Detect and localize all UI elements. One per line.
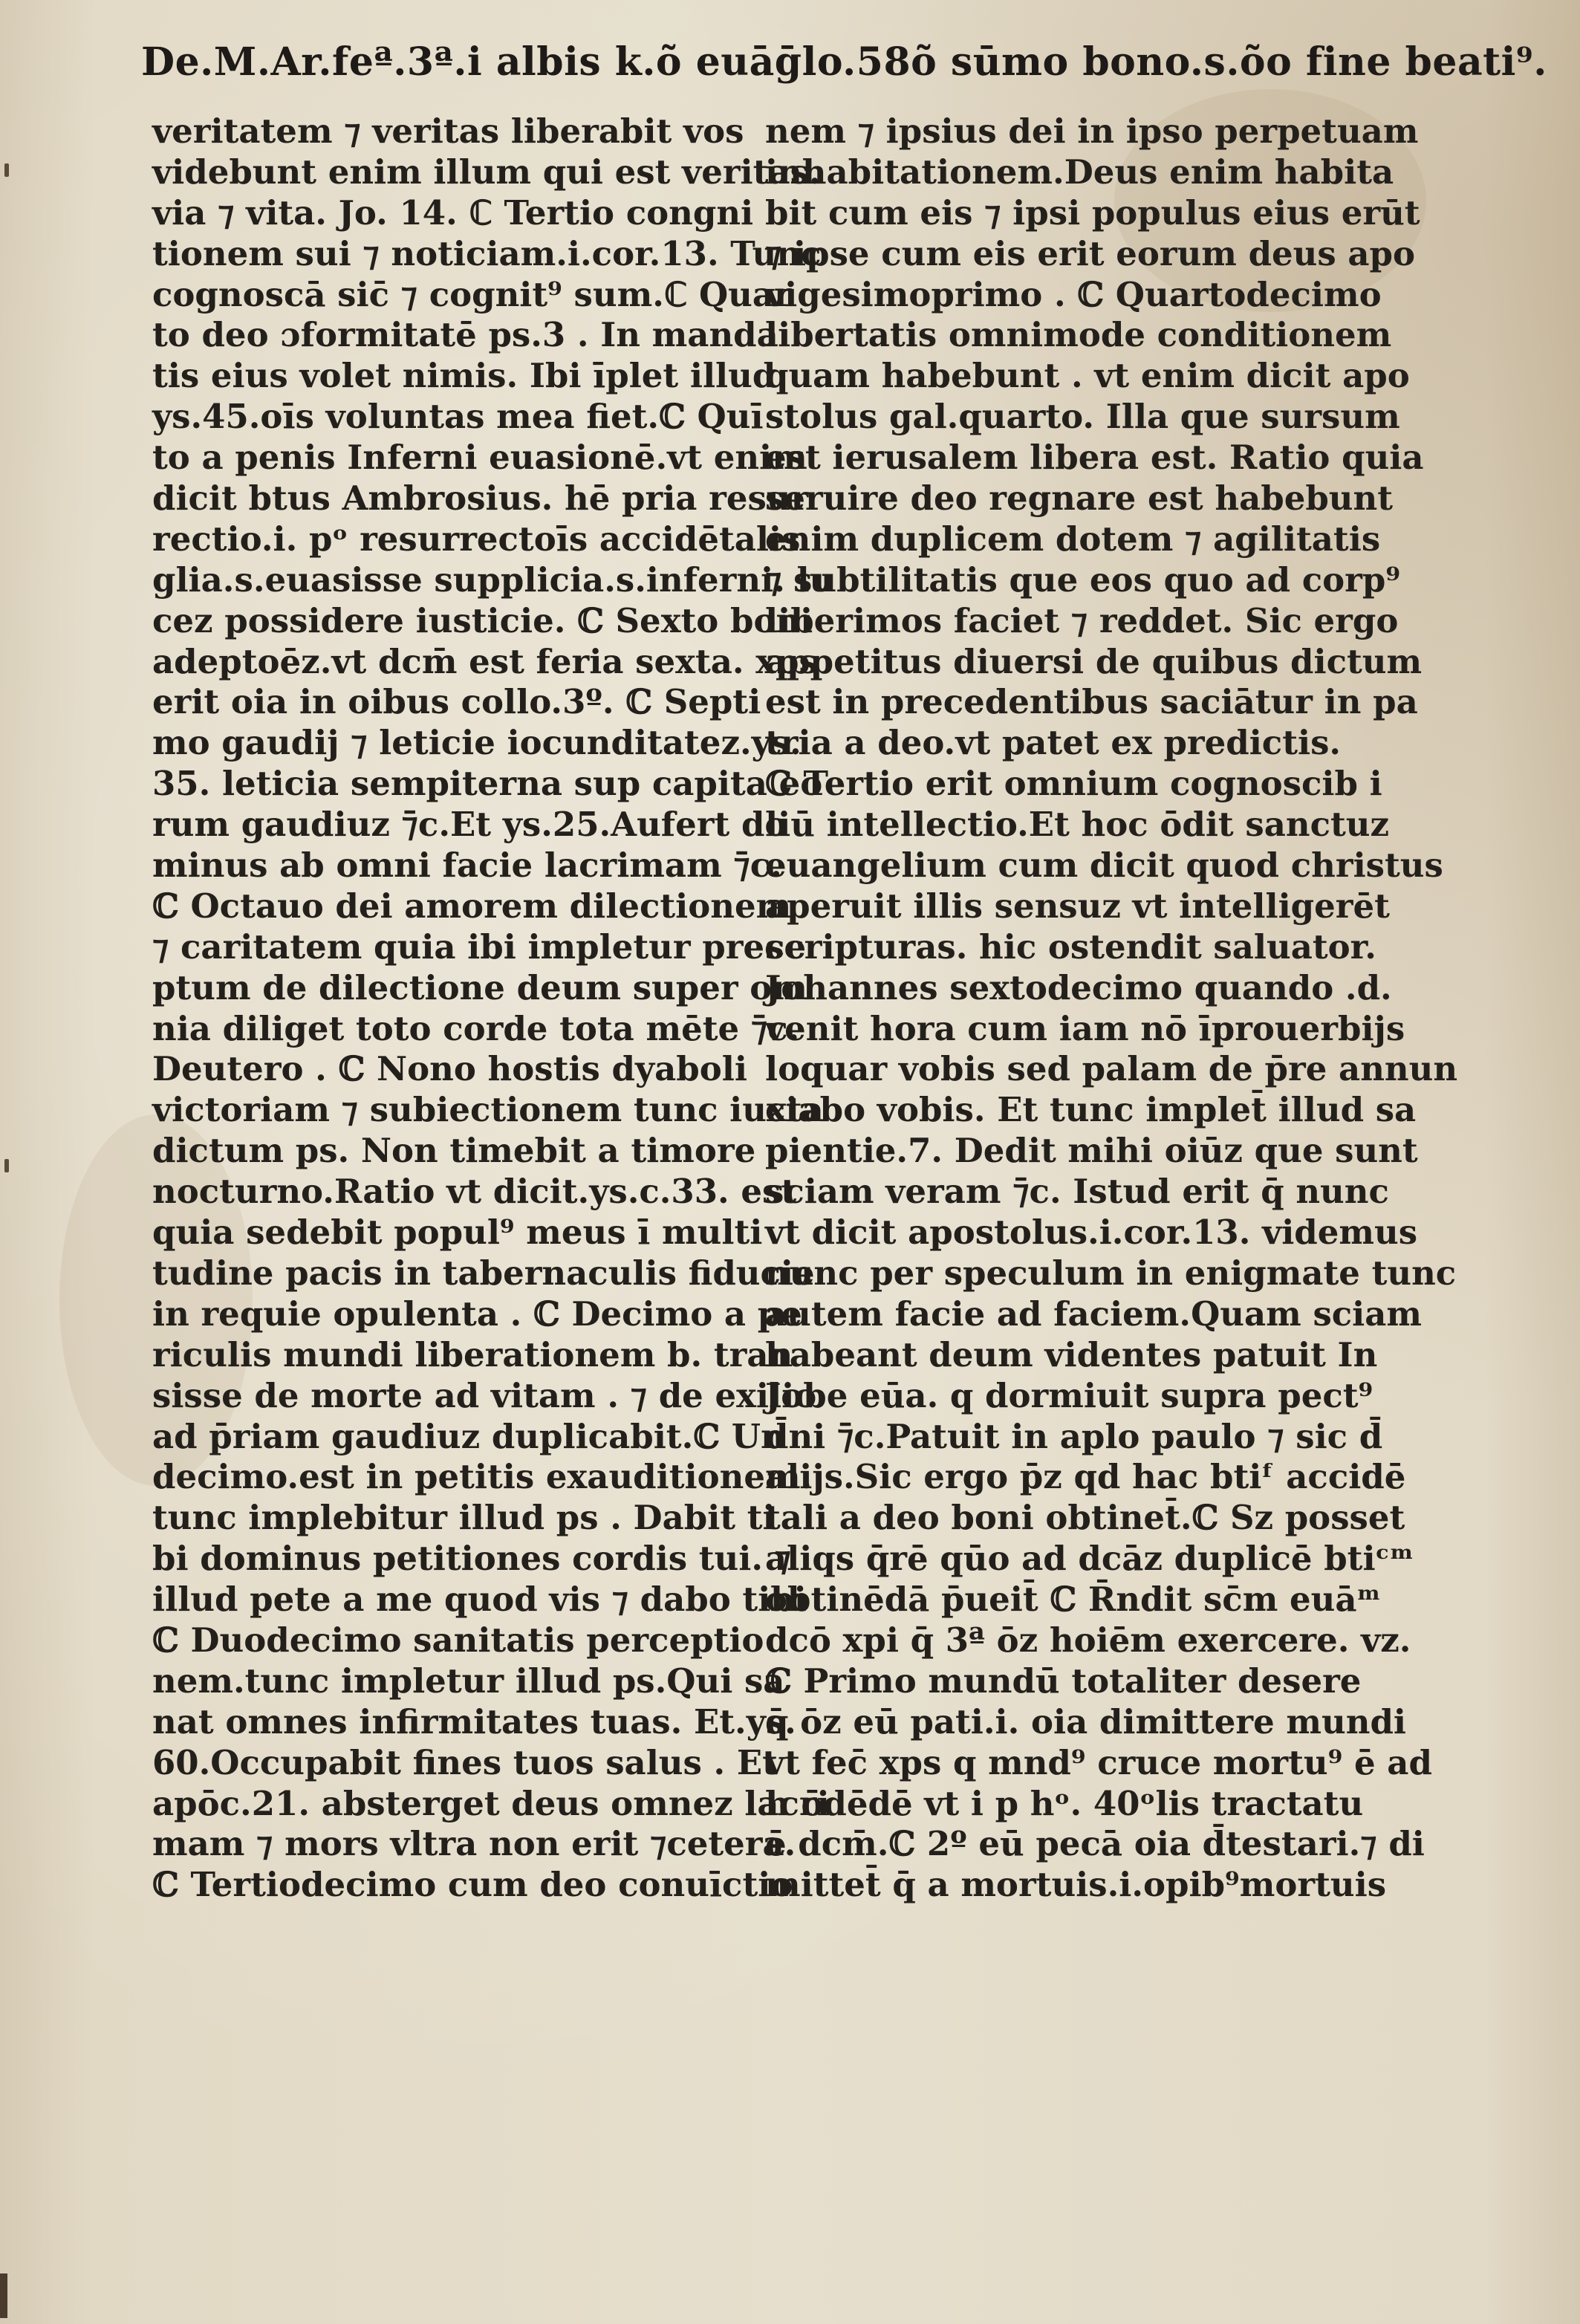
text-line: rectio.i. pᵒ resurrectoīs accidētalis: [152, 519, 801, 559]
text-line: loquar vobis sed palam de p̄re annun: [765, 1049, 1458, 1089]
text-line: liberimos faciet ⁊ reddet. Sic ergo: [765, 600, 1399, 640]
text-line: mittet̄ q̄ a mortuis.i.opib⁹mortuis: [765, 1865, 1387, 1905]
text-line: to deo ɔformitatē ps.3 . In manda: [152, 315, 778, 355]
text-line: 35. leticia sempiterna sup capita eo: [152, 764, 823, 804]
text-line: to a penis Inferni euasionē.vt enim: [152, 438, 807, 478]
text-line: nem.tunc impletur illud ps.Qui sa: [152, 1661, 785, 1701]
text-line: autem facie ad faciem.Quam sciam: [765, 1294, 1423, 1334]
text-line: adeptoēz.vt dcm̄ est feria sexta. xps: [152, 641, 818, 681]
text-line: est in precedentibus saciātur in pa: [765, 682, 1418, 722]
text-line: ℂ Octauo dei amorem dilectionem: [152, 886, 792, 926]
text-line: ℂ Duodecimo sanitatis perceptio: [152, 1620, 764, 1660]
text-line: ad p̄riam gaudiuz duplicabit.ℂ Un: [152, 1416, 785, 1456]
text-line: dicit btus Ambrosius. hē pria resur: [152, 478, 809, 519]
text-line: q̄ ōz eū pati.i. oia dimittere mundi: [765, 1701, 1406, 1742]
text-line: Johannes sextodecimo quando .d.: [765, 967, 1392, 1007]
text-line: 60.Occupabit fines tuos salus . Et: [152, 1742, 778, 1782]
text-line: euangelium cum dicit quod christus: [765, 845, 1443, 886]
text-line: veritatem ⁊ veritas liberabit vos: [152, 111, 744, 151]
text-line: obtinēdā p̄ueit̄ ℂ R̄ndit sc̄m euāᵐ: [765, 1580, 1382, 1620]
text-line: tunc implebitur illud ps . Dabit ti: [152, 1498, 776, 1538]
binding-mark: [0, 2273, 7, 2318]
text-line: riculis mundi liberationem b. tran: [152, 1334, 793, 1374]
text-line: ℂ Tertio erit omnium cognoscib i: [765, 764, 1382, 804]
text-line: habeant deum videntes patuit In: [765, 1334, 1378, 1374]
text-line: d̄ni ⁊̄c.Patuit in aplo paulo ⁊ sic d̄: [765, 1416, 1383, 1456]
text-line: nunc per speculum in enigmate tunc: [765, 1253, 1457, 1293]
text-line: Deutero . ℂ Nono hostis dyaboli: [152, 1049, 747, 1089]
text-line: aperuit illis sensuz vt intelligerēt: [765, 886, 1390, 926]
text-line: ciabo vobis. Et tunc implet̄ illud sa: [765, 1090, 1417, 1130]
text-line: tionem sui ⁊ noticiam.i.cor.13. Tunc: [152, 233, 822, 273]
running-head: De.M.Ar.feª.3ª.i albis k.õ euāḡlo.58õ sūmo bono.s.õo fine beati⁹.: [141, 39, 1547, 85]
text-line: tis eius volet nimis. Ibi īplet illud: [152, 356, 776, 396]
text-line: libertatis omnimode conditionem: [765, 315, 1392, 355]
text-line: sciam veram ⁊̄c. Istud erit q̄ nunc: [765, 1172, 1389, 1212]
margin-mark: [4, 163, 9, 177]
text-line: in requie opulenta . ℂ Decimo a pe: [152, 1294, 802, 1334]
right-text-column: [765, 111, 1458, 1906]
text-line: sisse de morte ad vitam . ⁊ de exilio: [152, 1375, 817, 1415]
text-line: ⁊ subtilitatis que eos quo ad corp⁹: [765, 559, 1401, 600]
text-line: nem ⁊ ipsius dei in ipso perpetuam: [765, 111, 1419, 151]
text-line: ⁊ caritatem quia ibi impletur prece: [152, 926, 807, 967]
text-line: ys.45.oīs voluntas mea fiet.ℂ Quī: [152, 397, 764, 437]
text-line: appetitus diuersi de quibus dictum: [765, 641, 1423, 681]
text-line: vt fec̄ xps q mnd⁹ cruce mortu⁹ ē ad: [765, 1742, 1432, 1782]
text-line: illud pete a me quod vis ⁊ dabo tibi: [152, 1580, 807, 1620]
text-line: ptum de dilectione deum super om: [152, 967, 807, 1007]
text-line: pientie.7. Dedit mihi oiūz que sunt: [765, 1131, 1418, 1171]
text-line: nocturno.Ratio vt dicit.ys.c.33. est: [152, 1172, 797, 1212]
text-line: minus ab omni facie lacrimam ⁊̄c.: [152, 845, 782, 886]
text-line: cognoscā sic̄ ⁊ cognit⁹ sum.ℂ Quar: [152, 274, 792, 314]
text-line: dictum ps. Non timebit a timore: [152, 1131, 756, 1171]
text-line: nia diliget toto corde tota mēte ⁊̄c.: [152, 1008, 800, 1048]
text-line: rum gaudiuz ⁊̄c.Et ys.25.Aufert do: [152, 805, 787, 845]
text-line: enim duplicem dotem ⁊ agilitatis: [765, 519, 1381, 559]
text-line: alijs.Sic ergo p̄z qd hac btiᶠ accidē: [765, 1457, 1406, 1497]
text-line: via ⁊ vita. Jo. 14. ℂ Tertio congni: [152, 192, 754, 233]
text-line: mo gaudij ⁊ leticie iocunditatez.ys.: [152, 723, 802, 763]
text-line: scripturas. hic ostendit saluator.: [765, 926, 1376, 967]
text-line: glia.s.euasisse supplicia.s.inferni. lu: [152, 559, 834, 600]
text-line: venit hora cum iam nō īprouerbijs: [765, 1008, 1405, 1048]
text-line: tali a deo boni obtinet̄.ℂ Sz posset: [765, 1498, 1405, 1538]
text-line: dcō xpi q̄ 3ª ōz hoiēm exercere. vz.: [765, 1620, 1411, 1660]
text-line: Jobe eūa. q dormiuit supra pect⁹: [765, 1375, 1373, 1415]
text-line: bi dominus petitiones cordis tui. ⁊: [152, 1539, 792, 1579]
text-line: tria a deo.vt patet ex predictis.: [765, 723, 1342, 763]
text-line: ē dcm̄.ℂ 2º eū pecā oia d̄testari.⁊ di: [765, 1824, 1425, 1864]
text-line: ℂ Primo mundū totaliter desere: [765, 1661, 1362, 1701]
text-line: liū intellectio.Et hoc ōdit sanctuz: [765, 805, 1390, 845]
margin-mark: [4, 1159, 9, 1172]
text-line: cez possidere iusticie. ℂ Sexto boni: [152, 600, 813, 640]
left-text-column: [152, 111, 834, 1906]
text-line: victoriam ⁊ subiectionem tunc iuxta: [152, 1090, 824, 1130]
text-line: bit cum eis ⁊ ipsi populus eius erūt: [765, 192, 1420, 233]
text-line: aliqs q̄rē qūo ad dcāz duplicē btiᶜᵐ: [765, 1539, 1414, 1579]
text-line: erit oia in oibus collo.3º. ℂ Septi: [152, 682, 761, 722]
text-line: nat omnes infirmitates tuas. Et.ys.: [152, 1701, 796, 1742]
text-line: apōc.21. absterget deus omnez lacri: [152, 1783, 830, 1823]
text-line: tudine pacis in tabernaculis fiducie: [152, 1253, 815, 1293]
text-line: videbunt enim illum qui est veritas.: [152, 152, 821, 192]
text-line: inhabitationem.Deus enim habita: [765, 152, 1394, 192]
text-line: ⁊ ipse cum eis erit eorum deus apo: [765, 233, 1416, 273]
text-line: decimo.est in petitis exauditionem.: [152, 1457, 813, 1497]
text-line: h ōdēdē vt i p hᵒ. 40ᵒlis tractatu: [765, 1783, 1364, 1823]
text-line: quia sedebit popul⁹ meus ī multi: [152, 1213, 763, 1253]
text-line: vigesimoprimo . ℂ Quartodecimo: [765, 274, 1382, 314]
text-line: mam ⁊ mors vltra non erit ⁊cetera.: [152, 1824, 796, 1864]
text-line: seruire deo regnare est habebunt: [765, 478, 1394, 519]
text-line: ℂ Tertiodecimo cum deo conuīctio: [152, 1865, 793, 1905]
text-line: quam habebunt . vt enim dicit apo: [765, 356, 1410, 396]
text-line: est ierusalem libera est. Ratio quia: [765, 438, 1424, 478]
text-line: stolus gal.quarto. Illa que sursum: [765, 397, 1400, 437]
text-line: vt dicit apostolus.i.cor.13. videmus: [765, 1213, 1418, 1253]
